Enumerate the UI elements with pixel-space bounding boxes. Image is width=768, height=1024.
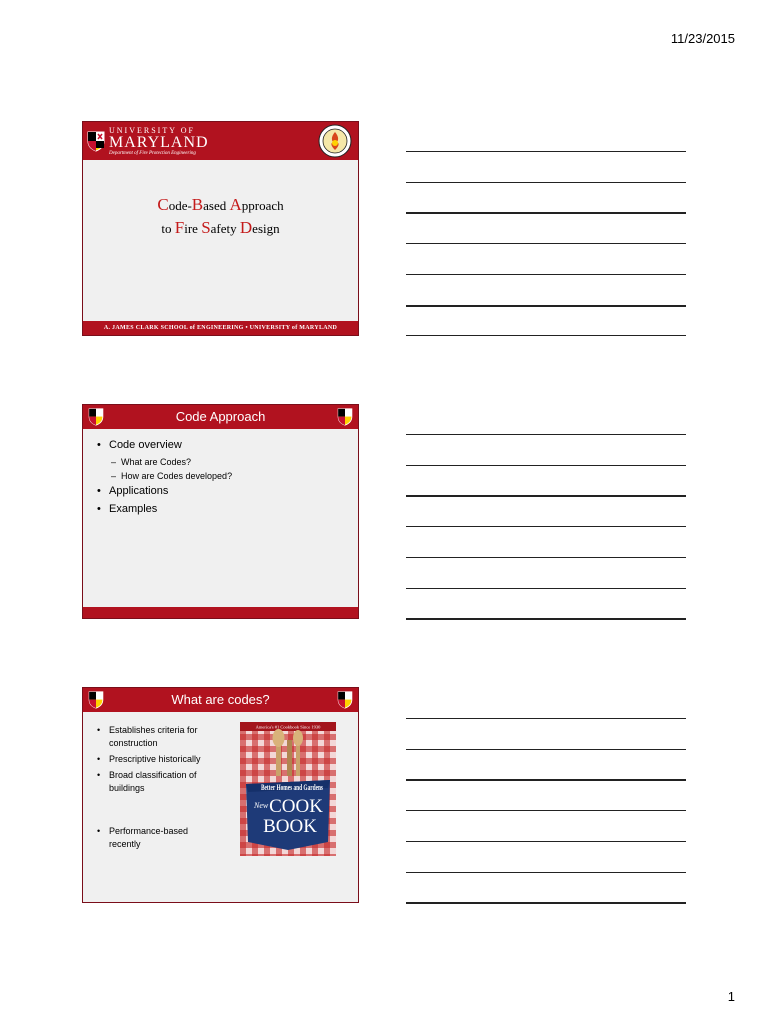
- note-line: [406, 526, 686, 527]
- title-accent-letter: D: [239, 218, 253, 237]
- note-line: [406, 243, 686, 244]
- note-line: [406, 274, 686, 275]
- cookbook-new: New: [254, 801, 269, 810]
- note-line: [406, 810, 686, 811]
- slide-what-are-codes: [82, 687, 359, 903]
- slide-footer-banner: [83, 607, 358, 618]
- note-line: [406, 841, 686, 842]
- title-text: pproach: [241, 198, 284, 213]
- page-number: 1: [727, 989, 735, 1004]
- slide-header-banner: [83, 122, 358, 160]
- cookbook-top-text: America's #1 Cookbook Since 1930: [255, 724, 321, 730]
- umd-shield-icon: [88, 691, 104, 709]
- bullet-item: • Performance-based recently: [97, 825, 217, 851]
- bullet-list: [97, 438, 232, 520]
- note-line: [406, 588, 686, 589]
- bullet-item: • Prescriptive historically: [97, 753, 217, 766]
- slide-code-approach: [82, 404, 359, 619]
- department-seal-icon: [318, 124, 352, 158]
- title-line-1: [83, 194, 358, 217]
- bullet-item: • Applications: [97, 484, 232, 498]
- bullet-item: • Establishes criteria for construction: [97, 724, 217, 750]
- note-line: [406, 718, 686, 719]
- title-text: to: [161, 221, 175, 236]
- umd-wordmark: [109, 126, 209, 157]
- title-text: ode-: [168, 198, 192, 213]
- note-line: [406, 902, 686, 904]
- bullet-item: • Broad classification of buildings: [97, 769, 217, 795]
- note-line: [406, 557, 686, 558]
- umd-shield-icon: [88, 408, 104, 426]
- note-line: [406, 212, 686, 214]
- title-accent-letter: B: [191, 195, 204, 214]
- sub-bullet-item: – How are Codes developed?: [97, 470, 232, 482]
- bullet-list: [97, 724, 217, 854]
- title-accent-letter: A: [229, 195, 242, 214]
- logo-maryland: MARYLAND: [109, 134, 209, 151]
- title-text: ased: [203, 198, 230, 213]
- sub-bullet-item: – What are Codes?: [97, 456, 232, 468]
- logo-department: Department of Fire Protection Engineering: [109, 151, 196, 156]
- slide-header-banner: [83, 688, 358, 712]
- umd-shield-icon: [337, 691, 353, 709]
- cookbook-brand: Better Homes and Gardens: [261, 783, 323, 792]
- note-line: [406, 465, 686, 466]
- slide-title-text: [83, 194, 358, 240]
- slide-title: What are codes?: [171, 692, 270, 707]
- title-line-2: [83, 217, 358, 240]
- cookbook-title-line-1: COOK: [269, 796, 323, 817]
- note-line: [406, 749, 686, 750]
- title-text: esign: [252, 221, 280, 236]
- page-date: 11/23/2015: [670, 31, 735, 46]
- title-text: afety: [210, 221, 240, 236]
- note-line: [406, 335, 686, 336]
- note-line: [406, 182, 686, 183]
- note-line: [406, 872, 686, 873]
- title-accent-letter: S: [201, 218, 211, 237]
- note-line: [406, 618, 686, 620]
- cookbook-title-line-2: BOOK: [263, 816, 317, 837]
- umd-shield-icon: [87, 131, 105, 152]
- title-accent-letter: F: [174, 218, 185, 237]
- title-accent-letter: C: [157, 195, 169, 214]
- umd-shield-icon: [337, 408, 353, 426]
- note-line: [406, 779, 686, 781]
- slide-footer-banner: A. JAMES CLARK SCHOOL of ENGINEERING • UNIVERSITY of MARYLAND: [83, 321, 358, 335]
- bullet-item: • Code overview: [97, 438, 232, 452]
- slide-header-banner: [83, 405, 358, 429]
- note-line: [406, 495, 686, 497]
- note-line: [406, 305, 686, 307]
- slide-title: Code Approach: [175, 409, 266, 424]
- logo-university: UNIVERSITY OF: [109, 126, 195, 135]
- note-line: [406, 151, 686, 152]
- note-line: [406, 434, 686, 435]
- cookbook-cover-image: [240, 722, 336, 856]
- slide-title: [82, 121, 359, 336]
- bullet-item: • Examples: [97, 502, 232, 516]
- title-text: ire: [184, 221, 202, 236]
